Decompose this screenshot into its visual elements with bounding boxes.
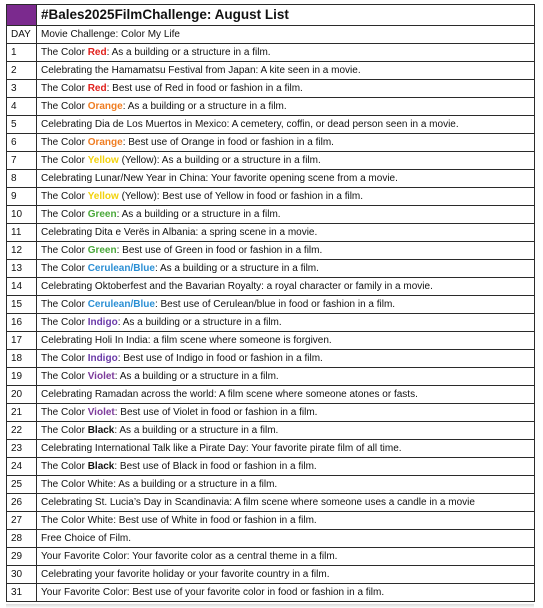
table-row <box>7 566 535 584</box>
day-number: 18 <box>7 350 37 368</box>
day-number: 31 <box>7 584 37 602</box>
table-row <box>7 260 535 278</box>
table-row <box>7 242 535 260</box>
challenge-text-prefix: Celebrating your favorite holiday or your favorite country in a film. <box>41 569 330 580</box>
day-number: 9 <box>7 188 37 206</box>
challenge-text-prefix: Your Favorite Color: Your favorite color as a central theme in a film. <box>41 551 338 562</box>
challenge-text <box>37 440 535 458</box>
challenge-text-prefix: The Color <box>41 425 88 436</box>
day-number: 20 <box>7 386 37 404</box>
challenge-text <box>37 584 535 602</box>
day-number: 21 <box>7 404 37 422</box>
challenge-text-suffix: : As a building or a structure in a film. <box>114 371 279 382</box>
day-number: 13 <box>7 260 37 278</box>
day-number: 29 <box>7 548 37 566</box>
challenge-text-suffix: : Best use of Violet in food or fashion in a film. <box>114 407 318 418</box>
page-title: #Bales2025FilmChallenge: August List <box>37 5 535 26</box>
challenge-text <box>37 476 535 494</box>
color-word: Red <box>87 83 107 94</box>
challenge-text <box>37 188 535 206</box>
table-row <box>7 350 535 368</box>
challenge-text <box>37 350 535 368</box>
table-row <box>7 278 535 296</box>
day-number: 4 <box>7 98 37 116</box>
challenge-text-prefix: The Color <box>41 263 88 274</box>
challenge-text <box>37 422 535 440</box>
day-number: 26 <box>7 494 37 512</box>
table-row <box>7 170 535 188</box>
day-column-header: DAY <box>7 26 37 44</box>
challenge-text-prefix: Celebrating Holi In India: a film scene where someone is forgiven. <box>41 335 332 346</box>
challenge-text-suffix: : As a building or a structure in a film. <box>122 101 287 112</box>
challenge-text-prefix: Celebrating Oktoberfest and the Bavarian Royalty: a royal character or family in a movie. <box>41 281 433 292</box>
day-number: 3 <box>7 80 37 98</box>
page-bottom-edge <box>6 604 534 608</box>
table-row <box>7 314 535 332</box>
challenge-text <box>37 332 535 350</box>
table-row <box>7 188 535 206</box>
color-word: Indigo <box>87 353 118 364</box>
challenge-text <box>37 296 535 314</box>
table-row <box>7 206 535 224</box>
challenge-text-prefix: The Color White: As a building or a structure in a film. <box>41 479 278 490</box>
table-row <box>7 152 535 170</box>
title-row <box>7 5 535 26</box>
challenge-text-suffix: (Yellow): Best use of Yellow in food or fashion in a film. <box>118 191 364 202</box>
table-row <box>7 296 535 314</box>
color-word: Violet <box>87 371 115 382</box>
challenge-text-prefix: The Color <box>41 209 88 220</box>
table-row <box>7 404 535 422</box>
color-word: Orange <box>87 137 123 148</box>
table-row <box>7 368 535 386</box>
challenge-text-prefix: Free Choice of Film. <box>41 533 132 544</box>
day-number: 8 <box>7 170 37 188</box>
day-number: 17 <box>7 332 37 350</box>
challenge-text-prefix: Celebrating St. Lucia’s Day in Scandinavia: A film scene where someone uses a candle in a movie <box>41 497 475 508</box>
challenge-text <box>37 548 535 566</box>
day-number: 30 <box>7 566 37 584</box>
challenge-text-prefix: The Color <box>41 191 88 202</box>
challenge-text-prefix: The Color <box>41 83 88 94</box>
challenge-text-prefix: Celebrating Dia de Los Muertos in Mexico: A cemetery, coffin, or dead person seen in a movie. <box>41 119 459 130</box>
challenge-text <box>37 98 535 116</box>
challenge-text <box>37 512 535 530</box>
color-word: Black <box>87 461 115 472</box>
challenge-text-prefix: The Color <box>41 155 88 166</box>
challenge-text <box>37 368 535 386</box>
challenge-text-prefix: Celebrating the Hamamatsu Festival from Japan: A kite seen in a movie. <box>41 65 361 76</box>
challenge-text <box>37 494 535 512</box>
challenge-text-prefix: Celebrating Lunar/New Year in China: Your favorite opening scene from a movie. <box>41 173 398 184</box>
day-number: 11 <box>7 224 37 242</box>
challenge-text <box>37 170 535 188</box>
challenge-text-prefix: The Color <box>41 317 88 328</box>
color-word: Orange <box>87 101 123 112</box>
color-word: Green <box>87 209 117 220</box>
table-row <box>7 134 535 152</box>
challenge-text-suffix: (Yellow): As a building or a structure in a film. <box>118 155 321 166</box>
challenge-text <box>37 224 535 242</box>
day-number: 6 <box>7 134 37 152</box>
challenge-text <box>37 134 535 152</box>
challenge-text <box>37 530 535 548</box>
day-number: 16 <box>7 314 37 332</box>
challenge-text <box>37 152 535 170</box>
day-number: 5 <box>7 116 37 134</box>
color-word: Violet <box>87 407 115 418</box>
table-row <box>7 530 535 548</box>
color-word: Indigo <box>87 317 118 328</box>
table-row <box>7 44 535 62</box>
day-number: 25 <box>7 476 37 494</box>
table-row <box>7 224 535 242</box>
challenge-text-suffix: : As a building or a structure in a film. <box>116 209 281 220</box>
challenge-text <box>37 116 535 134</box>
table-row <box>7 458 535 476</box>
table-row <box>7 386 535 404</box>
challenge-text <box>37 80 535 98</box>
day-number: 14 <box>7 278 37 296</box>
challenge-text-suffix: : Best use of Cerulean/blue in food or fashion in a film. <box>154 299 396 310</box>
day-number: 22 <box>7 422 37 440</box>
challenge-text-prefix: The Color <box>41 101 88 112</box>
challenge-text <box>37 62 535 80</box>
challenge-text-prefix: Celebrating Ramadan across the world: A film scene where someone atones or fasts. <box>41 389 418 400</box>
table-row <box>7 494 535 512</box>
color-word: Red <box>87 47 107 58</box>
table-row <box>7 80 535 98</box>
day-number: 2 <box>7 62 37 80</box>
challenge-text-suffix: : As a building or a structure in a film. <box>106 47 271 58</box>
color-word: Cerulean/Blue <box>87 299 155 310</box>
day-number: 24 <box>7 458 37 476</box>
color-word: Yellow <box>87 155 119 166</box>
challenge-text <box>37 566 535 584</box>
day-number: 10 <box>7 206 37 224</box>
day-number: 15 <box>7 296 37 314</box>
challenge-text-prefix: The Color White: Best use of White in food or fashion in a film. <box>41 515 317 526</box>
challenge-text <box>37 386 535 404</box>
table-row <box>7 332 535 350</box>
color-word: Cerulean/Blue <box>87 263 155 274</box>
challenge-text-suffix: : Best use of Green in food or fashion in a film. <box>116 245 323 256</box>
challenge-text-prefix: The Color <box>41 353 88 364</box>
table-row <box>7 440 535 458</box>
day-number: 27 <box>7 512 37 530</box>
title-color-swatch <box>7 5 37 26</box>
challenge-text-suffix: : As a building or a structure in a film. <box>114 425 279 436</box>
color-word: Green <box>87 245 117 256</box>
table-row <box>7 584 535 602</box>
challenge-text-prefix: Your Favorite Color: Best use of your favorite color in food or fashion in a film. <box>41 587 385 598</box>
challenge-text <box>37 242 535 260</box>
challenge-text <box>37 206 535 224</box>
challenge-text-prefix: The Color <box>41 407 88 418</box>
color-word: Yellow <box>87 191 119 202</box>
challenge-text <box>37 404 535 422</box>
challenge-text-suffix: : As a building or a structure in a film. <box>117 317 282 328</box>
table-row <box>7 116 535 134</box>
challenge-text <box>37 458 535 476</box>
day-number: 19 <box>7 368 37 386</box>
challenge-text-prefix: The Color <box>41 47 88 58</box>
header-row <box>7 26 535 44</box>
challenge-text <box>37 314 535 332</box>
day-number: 28 <box>7 530 37 548</box>
table-row <box>7 512 535 530</box>
challenge-text-prefix: The Color <box>41 461 88 472</box>
day-number: 1 <box>7 44 37 62</box>
challenge-text-prefix: Celebrating Dita e Verës in Albania: a spring scene in a movie. <box>41 227 318 238</box>
table-row <box>7 476 535 494</box>
challenge-text <box>37 44 535 62</box>
film-challenge-sheet <box>6 4 534 602</box>
challenge-text-prefix: Celebrating International Talk like a Pirate Day: Your favorite pirate film of all time. <box>41 443 402 454</box>
day-number: 7 <box>7 152 37 170</box>
challenge-text-prefix: The Color <box>41 299 88 310</box>
challenge-text-suffix: : Best use of Red in food or fashion in a film. <box>106 83 303 94</box>
challenge-text-prefix: The Color <box>41 245 88 256</box>
challenge-text-suffix: : Best use of Indigo in food or fashion in a film. <box>117 353 323 364</box>
challenge-table <box>6 4 535 602</box>
challenge-text <box>37 278 535 296</box>
day-number: 12 <box>7 242 37 260</box>
table-row <box>7 98 535 116</box>
table-row <box>7 548 535 566</box>
challenge-text-prefix: The Color <box>41 137 88 148</box>
challenge-text <box>37 260 535 278</box>
challenge-text-suffix: : Best use of Black in food or fashion in a film. <box>114 461 317 472</box>
table-row <box>7 422 535 440</box>
challenge-text-suffix: : Best use of Orange in food or fashion in a film. <box>122 137 334 148</box>
challenge-column-header: Movie Challenge: Color My Life <box>37 26 535 44</box>
challenge-text-suffix: : As a building or a structure in a film. <box>154 263 319 274</box>
table-row <box>7 62 535 80</box>
challenge-text-prefix: The Color <box>41 371 88 382</box>
day-number: 23 <box>7 440 37 458</box>
color-word: Black <box>87 425 115 436</box>
